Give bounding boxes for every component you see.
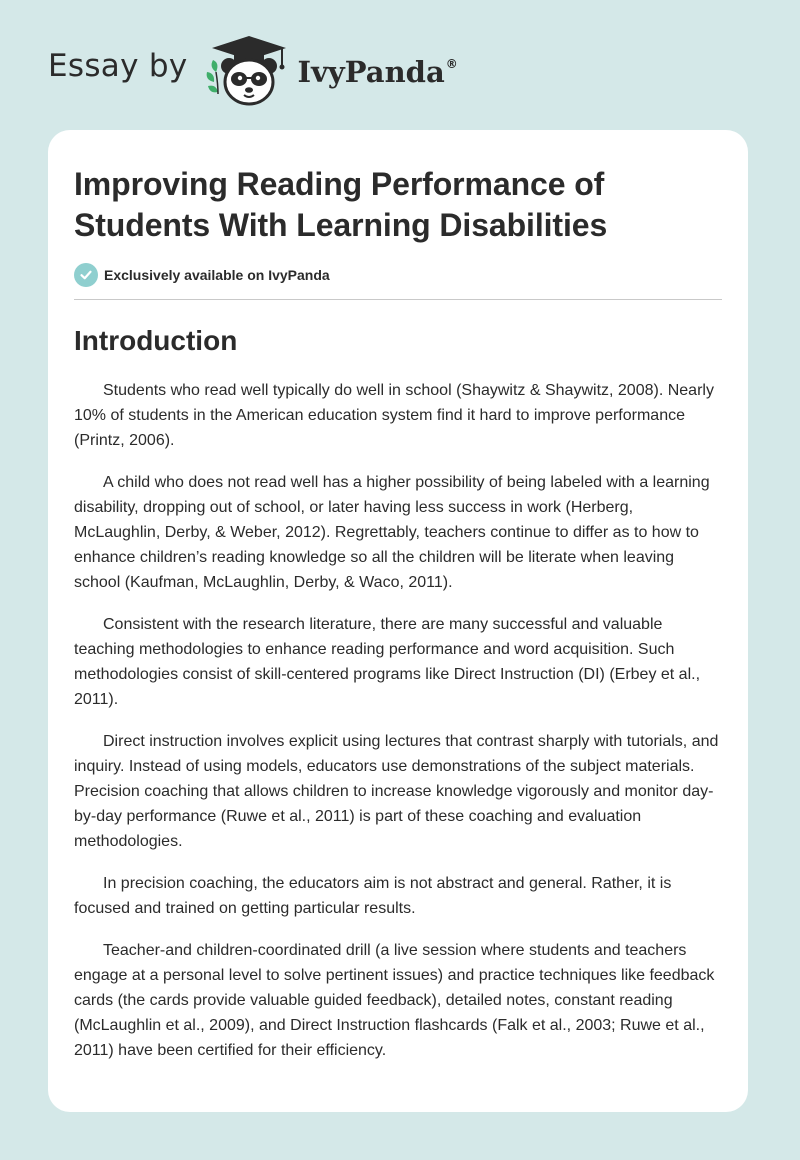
essay-body bbox=[74, 378, 722, 1063]
check-circle-icon bbox=[74, 263, 98, 287]
paragraph: Teacher-and children-coordinated drill (a live session where students and teachers engage at a personal level to solve pertinent issues) and practice techniques like feedback cards (the cards provide valuable guided feedback), detailed notes, constant reading (McLaughlin et al., 2009), and Direct Instruction flashcards (Falk et al., 2003; Ruwe et al., 2011) have been certified for their efficiency. bbox=[74, 942, 715, 1059]
site-header bbox=[48, 34, 458, 106]
paragraph: Students who read well typically do well in school (Shaywitz & Shaywitz, 2008). Nearly 10% of students in the American education system find it hard to improve performance (Printz, 2006). bbox=[74, 382, 714, 449]
section-heading: Introduction bbox=[74, 325, 238, 356]
title-divider bbox=[74, 299, 722, 300]
paragraph: In precision coaching, the educators aim is not abstract and general. Rather, it is focused and trained on getting particular results. bbox=[74, 875, 672, 917]
paragraph: Consistent with the research literature, there are many successful and valuable teaching methodologies to enhance reading performance and word acquisition. Such methodologies consist of skill-centered programs like Direct Instruction (DI) (Erbey et al., 2011). bbox=[74, 616, 701, 708]
paragraph: A child who does not read well has a higher possibility of being labeled with a learning disability, dropping out of school, or later having less success in work (Herberg, McLaughlin, Derby, & Weber, 2012). Regrettably, teachers continue to differ as to how to enhance children’s reading knowledge so all the children will be literate when leaving school (Kaufman, McLaughlin, Derby, & Waco, 2011). bbox=[74, 474, 710, 591]
essay-by-label: Essay by bbox=[48, 48, 188, 84]
ivypanda-panda-icon[interactable] bbox=[202, 32, 294, 108]
paragraph: Direct instruction involves explicit using lectures that contrast sharply with tutorials, and inquiry. Instead of using models, educators use demonstrations of the subject materials. Precision coaching that allows children to increase knowledge vigorously and monitor day-by-day performance (Ruwe et al., 2011) is part of these coaching and evaluation methodologies. bbox=[74, 733, 719, 850]
essay-card bbox=[48, 130, 748, 1112]
essay-title: Improving Reading Performance of Students With Learning Disabilities bbox=[74, 166, 608, 243]
exclusive-badge bbox=[74, 263, 722, 287]
brand-text: IvyPanda bbox=[297, 55, 445, 89]
trademark-mark: ® bbox=[445, 57, 458, 71]
ivypanda-brand-name[interactable] bbox=[298, 55, 458, 89]
exclusive-badge-text: Exclusively available on IvyPanda bbox=[104, 267, 330, 283]
